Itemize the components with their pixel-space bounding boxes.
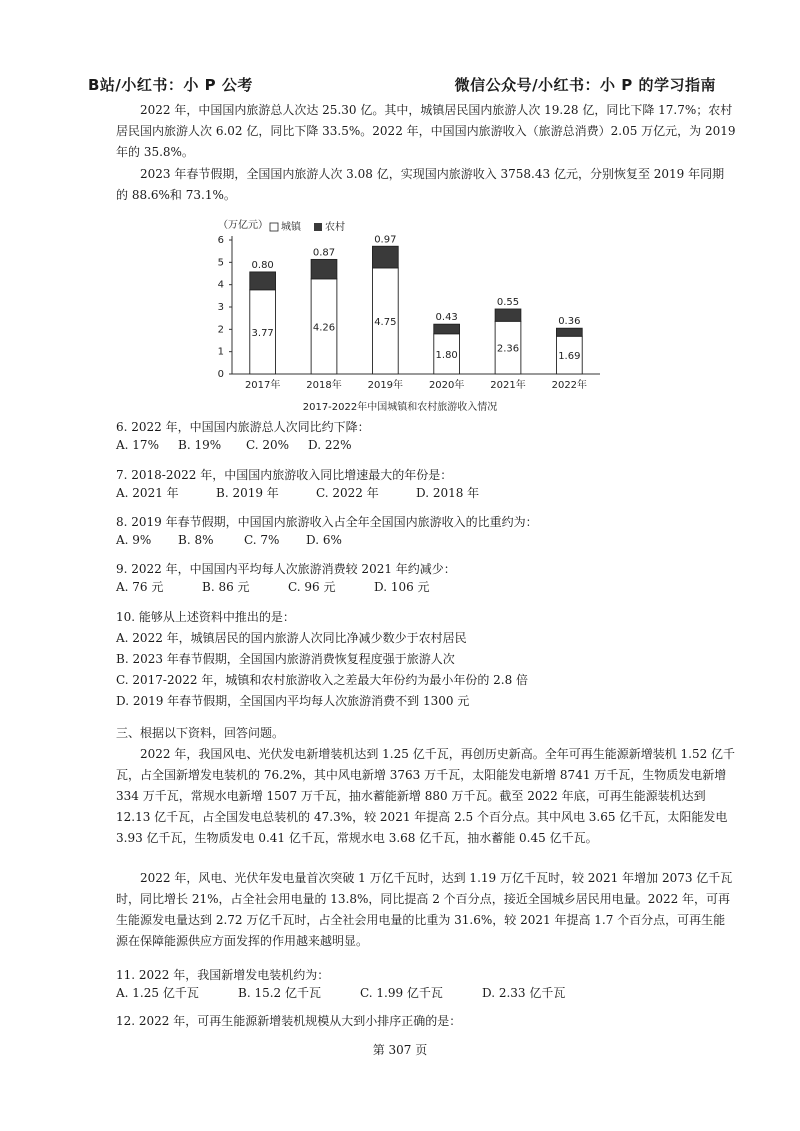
q10-option-c[interactable]: C. 2017-2022 年，城镇和农村旅游收入之差最大年份约为最小年份的 2.8 倍 <box>116 673 529 687</box>
q11-option-d[interactable]: D. 2.33 亿千瓦 <box>482 986 566 1000</box>
chart-y-tick-label: 6 <box>217 235 224 246</box>
chart-y-tick-label: 4 <box>217 279 224 291</box>
question-9-options <box>116 578 716 596</box>
question-12-stem: 12. 2022 年，可再生能源新增装机规模从大到小排序正确的是： <box>116 1014 462 1028</box>
q6-option-a[interactable]: A. 17% <box>116 438 159 452</box>
section-3-paragraph-1: 2022 年，我国风电、光伏发电新增装机达到 1.25 亿千瓦，再创历史新高。全年可再生能源新增装机 1.52 亿千瓦，占全国新增发电装机的 76.2%，其中风电新增 3763 万千瓦，太阳能发电新增 8741 万千瓦，生物质发电新增 334 万千瓦，常规水电新增 1507 万千瓦，抽水蓄能新增 880 万千瓦。截至 2022 年底，可再生能源装机达到 12.13 亿千瓦，占全国发电总装机的 47.3%，较 2021 年提高 2.5 个百分点。其中风电 3.65 亿千瓦，太阳能发电 3.93 亿千瓦，生物质发电 0.41 亿千瓦，常规水电 3.68 亿千瓦，抽水蓄能 0.45 亿千瓦。 <box>116 747 736 845</box>
chart-y-tick-label: 1 <box>217 346 224 358</box>
section-3-paragraph-2: 2022 年，风电、光伏年发电量首次突破 1 万亿千瓦时，达到 1.19 万亿千瓦时，较 2021 年增加 2073 亿千瓦时，同比增长 21%，占全社会用电量的 13.8%，同比提高 2 个百分点，接近全国城乡居民用电量。2022 年，可再生能源发电量达到 2.72 万亿千瓦时，占全社会用电量的比重为 31.6%，较 2021 年提高 1.7 个百分点，可再生能源在保障能源供应方面发挥的作用越来越明显。 <box>116 871 733 948</box>
bar-rural-label-3: 0.43 <box>435 312 458 324</box>
bar-rural-label-5: 0.36 <box>558 316 581 328</box>
chart-y-tick-label: 2 <box>217 324 224 336</box>
intro-paragraph-2: 2023 年春节假期，全国国内旅游人次 3.08 亿，实现国内旅游收入 3758.43 亿元，分别恢复至 2019 年同期的 88.6%和 73.1%。 <box>116 167 725 202</box>
bar-rural-2 <box>372 246 398 268</box>
chart-title: 2017-2022年中国城镇和农村旅游收入情况 <box>302 402 498 413</box>
question-8 <box>116 513 716 549</box>
tourism-income-chart <box>190 214 610 414</box>
question-9-stem: 9. 2022 年，中国国内平均每人次旅游消费较 2021 年约减少： <box>116 562 456 576</box>
q11-option-b[interactable]: B. 15.2 亿千瓦 <box>238 986 321 1000</box>
question-9 <box>116 560 716 596</box>
question-11 <box>116 966 716 1002</box>
question-7-options <box>116 484 716 502</box>
bar-rural-4 <box>495 309 521 321</box>
q8-option-b[interactable]: B. 8% <box>178 533 214 547</box>
q6-option-d[interactable]: D. 22% <box>308 438 352 452</box>
q9-option-d[interactable]: D. 106 元 <box>374 580 430 594</box>
bar-rural-3 <box>434 324 460 334</box>
bar-rural-label-0: 0.80 <box>251 259 274 271</box>
q8-option-a[interactable]: A. 9% <box>116 533 152 547</box>
question-7 <box>116 466 716 502</box>
question-11-stem: 11. 2022 年，我国新增发电装机约为： <box>116 968 330 982</box>
q10-option-b[interactable]: B. 2023 年春节假期，全国国内旅游消费恢复程度强于旅游人次 <box>116 652 455 666</box>
q10-option-a[interactable]: A. 2022 年，城镇居民的国内旅游人次同比净减少数少于农村居民 <box>116 631 467 645</box>
bar-urban-label-2: 4.75 <box>374 316 397 328</box>
q10-option-d[interactable]: D. 2019 年春节假期，全国国内平均每人次旅游消费不到 1300 元 <box>116 694 470 708</box>
q6-option-c[interactable]: C. 20% <box>246 438 290 452</box>
chart-x-tick-label-3: 2020年 <box>428 380 465 391</box>
chart-x-tick-label-5: 2022年 <box>551 380 588 391</box>
bar-rural-label-4: 0.55 <box>496 297 520 309</box>
header-left: B站/小红书：小 P 公考 <box>88 76 253 94</box>
question-7-stem: 7. 2018-2022 年，中国国内旅游收入同比增速最大的年份是： <box>116 468 453 482</box>
q7-option-d[interactable]: D. 2018 年 <box>416 486 480 500</box>
chart-y-tick-label: 0 <box>217 369 224 380</box>
legend-rural-swatch <box>314 223 322 231</box>
q6-option-b[interactable]: B. 19% <box>178 438 222 452</box>
bar-rural-label-1: 0.87 <box>312 247 336 259</box>
chart-y-tick-label: 3 <box>217 302 224 313</box>
header-right: 微信公众号/小红书：小 P 的学习指南 <box>454 76 716 94</box>
legend-urban-label: 城镇 <box>281 222 301 233</box>
q11-option-c[interactable]: C. 1.99 亿千瓦 <box>360 986 443 1000</box>
chart-x-tick-label-4: 2021年 <box>490 380 526 391</box>
q9-option-c[interactable]: C. 96 元 <box>288 580 336 594</box>
question-6 <box>116 418 716 454</box>
q7-option-b[interactable]: B. 2019 年 <box>216 486 279 500</box>
bar-urban-label-5: 1.69 <box>558 351 581 363</box>
q9-option-b[interactable]: B. 86 元 <box>202 580 250 594</box>
bar-urban-label-0: 3.77 <box>251 327 274 339</box>
bar-rural-0 <box>250 272 276 290</box>
bar-rural-label-2: 0.97 <box>374 234 397 246</box>
chart-legend <box>270 220 345 233</box>
q7-option-a[interactable]: A. 2021 年 <box>116 486 179 500</box>
question-8-options <box>116 531 716 549</box>
question-10-stem: 10. 能够从上述资料中推出的是： <box>116 610 295 624</box>
page-number: 第 307 页 <box>372 1043 428 1057</box>
q8-option-d[interactable]: D. 6% <box>306 533 342 547</box>
bar-rural-1 <box>311 259 337 278</box>
intro-paragraph-1: 2022 年，中国国内旅游总人次达 25.30 亿。其中，城镇居民国内旅游人次 19.28 亿，同比下降 17.7%；农村居民国内旅游人次 6.02 亿，同比下降 33.5%。2022 年，中国国内旅游收入（旅游总消费）2.05 万亿元，为 2019 年的 35.8%。 <box>116 103 736 159</box>
question-8-stem: 8. 2019 年春节假期，中国国内旅游收入占全年全国国内旅游收入的比重约为： <box>116 515 538 529</box>
chart-y-tick-label: 5 <box>217 257 224 269</box>
chart-ylabel: （万亿元） <box>218 220 268 231</box>
question-6-options <box>116 436 716 454</box>
q11-option-a[interactable]: A. 1.25 亿千瓦 <box>116 986 199 1000</box>
section-3-heading: 三、根据以下资料，回答问题。 <box>116 726 285 740</box>
bar-urban-label-1: 4.26 <box>312 322 336 334</box>
legend-urban-swatch <box>270 223 278 231</box>
question-10-options <box>116 628 716 712</box>
bar-urban-label-3: 1.80 <box>435 349 458 361</box>
q7-option-c[interactable]: C. 2022 年 <box>316 486 379 500</box>
legend-rural-label: 农村 <box>325 222 345 233</box>
question-6-stem: 6. 2022 年，中国国内旅游总人次同比约下降： <box>116 420 370 434</box>
chart-x-tick-label-0: 2017年 <box>244 380 281 391</box>
q9-option-a[interactable]: A. 76 元 <box>116 580 164 594</box>
q8-option-c[interactable]: C. 7% <box>244 533 280 547</box>
chart-x-tick-label-2: 2019年 <box>367 380 404 391</box>
bar-urban-label-4: 2.36 <box>496 343 520 355</box>
chart-x-tick-label-1: 2018年 <box>306 380 342 391</box>
bar-rural-5 <box>556 328 582 336</box>
question-11-options <box>116 984 716 1002</box>
